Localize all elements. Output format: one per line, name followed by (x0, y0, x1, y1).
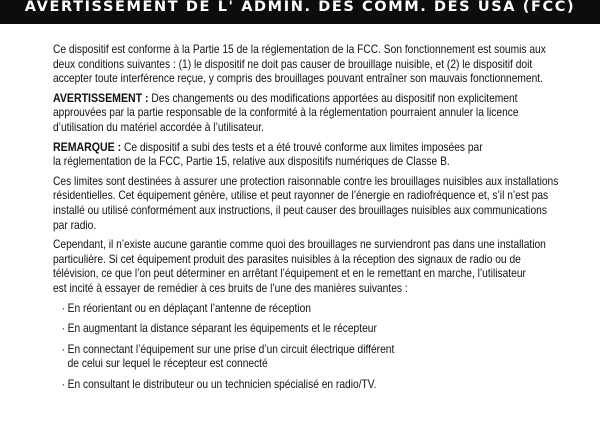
intro-line: accepter toute interférence reçue, y compris des brouillages pouvant entraîner son mauvais fonctionnement. (53, 71, 543, 86)
guarantee-line: télévision, ce que l’on peut déterminer en arrêtant l’équipement et en le remettant en marche, l’utilisateur (53, 266, 526, 281)
list-item (62, 321, 593, 336)
bullet-marker: · (61, 341, 66, 356)
warning-paragraph (53, 91, 593, 135)
warning-line: d’utilisation du matériel accordée à l’utilisateur. (53, 119, 264, 134)
list-item-text: de celui sur lequel le récepteur est connecté (67, 356, 268, 371)
note-line: Ce dispositif a subi des tests et a été trouvé conforme aux limites imposées par (121, 139, 483, 154)
list-item-text: En connectant l’équipement sur une prise d’un circuit électrique différent (67, 341, 395, 356)
remedy-list (62, 301, 593, 392)
note-label: REMARQUE : (53, 139, 122, 154)
document-body (53, 42, 559, 397)
guarantee-line: Cependant, il n’existe aucune garantie comme quoi des brouillages ne surviendront pas dans une installation (53, 237, 546, 252)
header-banner (0, 0, 600, 24)
page-title: AVERTISSEMENT DE L' ADMIN. DES COMM. DES USA (FCC) (24, 0, 576, 15)
note-paragraph (53, 140, 593, 169)
bullet-marker: · (61, 321, 66, 336)
list-item-text: En réorientant ou en déplaçant l’antenne de réception (67, 300, 311, 315)
list-item (62, 342, 593, 371)
list-item (62, 301, 593, 316)
warning-line: approuvées par la partie responsable de la conformité à la réglementation pourraient annuler la licence (53, 105, 519, 120)
limits-line: par radio. (53, 217, 97, 232)
limits-line: Ces limites sont destinées à assurer une protection raisonnable contre les brouillages nuisibles aux installations (53, 173, 559, 188)
list-item-text: En augmentant la distance séparant les équipements et le récepteur (67, 321, 377, 336)
note-line: la réglementation de la FCC, Partie 15, relative aux dispositifs numériques de Classe B. (53, 154, 450, 169)
guarantee-paragraph (53, 237, 593, 295)
guarantee-line: est incité à essayer de remédier à ces bruits de l’une des manières suivantes : (53, 280, 408, 295)
warning-line: Des changements ou des modifications apportées au dispositif non explicitement (148, 90, 518, 105)
guarantee-line: particulière. Si cet équipement produit des parasites nuisibles à la réception des signaux de radio ou de (53, 251, 521, 266)
list-item-text: En consultant le distributeur ou un technicien spécialisé en radio/TV. (67, 376, 377, 391)
limits-paragraph (53, 174, 593, 232)
limits-line: résidentielles. Cet équipement génère, utilise et peut rayonner de l’énergie en radiofréquence et, s’il n’est pas (53, 188, 549, 203)
bullet-marker: · (61, 376, 66, 391)
intro-line: Ce dispositif est conforme à la Partie 15 de la réglementation de la FCC. Son fonctionnement est soumis aux (53, 42, 546, 56)
list-item (62, 377, 593, 392)
intro-line: deux conditions suivantes : (1) le dispositif ne doit pas causer de brouillage nuisible, et (2) le dispositif doit (53, 56, 533, 71)
bullet-marker: · (61, 300, 66, 315)
warning-label: AVERTISSEMENT : (53, 90, 149, 105)
intro-paragraph (53, 42, 593, 86)
limits-line: installé ou utilisé conformément aux instructions, il peut causer des brouillages nuisibles aux communications (53, 202, 547, 217)
